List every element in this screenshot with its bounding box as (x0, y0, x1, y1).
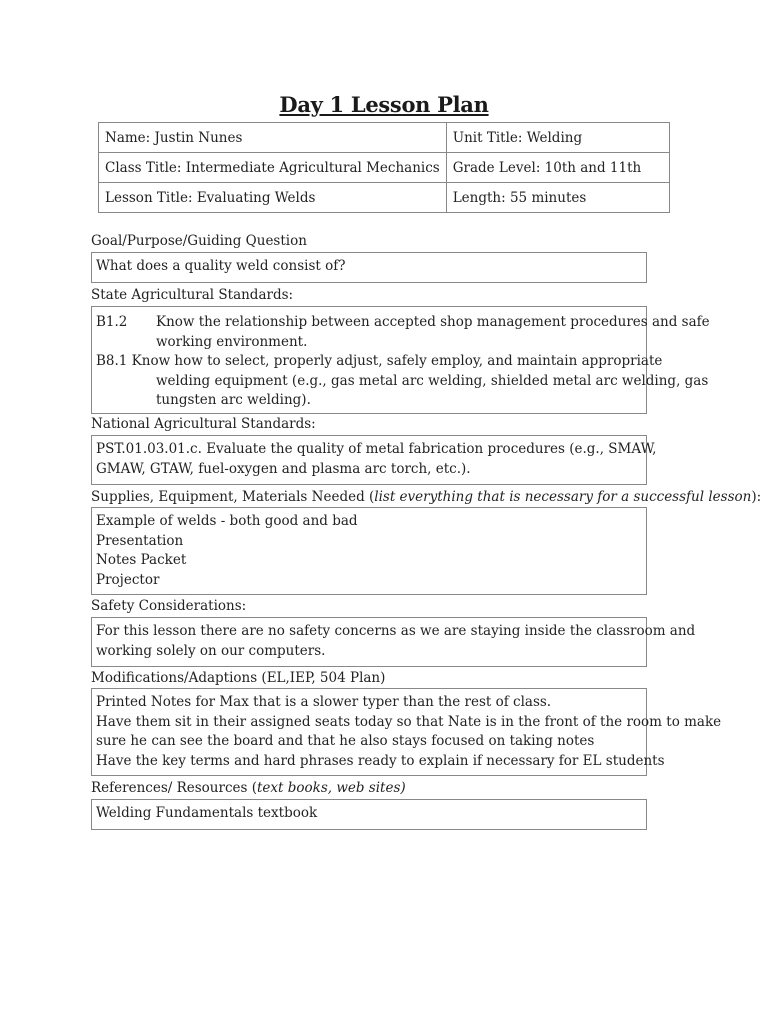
references-label (91, 780, 406, 796)
goal-text: What does a quality weld consist of? (96, 258, 346, 274)
page-title: Day 1 Lesson Plan (279, 92, 489, 117)
safety-label: Safety Considerations: (91, 598, 247, 614)
standard-text: Know the relationship between accepted shop management procedures and safe (156, 314, 710, 330)
supplies-label (91, 489, 761, 505)
standard-b12 (96, 313, 710, 333)
goal-label: Goal/Purpose/Guiding Question (91, 233, 307, 249)
national-standard-text: GMAW, GTAW, fuel-oxygen and plasma arc torch, etc.). (96, 460, 471, 477)
standard-text: tungsten arc welding). (156, 392, 311, 408)
supplies-label-hint: list everything that is necessary for a successful lesson (374, 489, 752, 505)
standard-code: B1.2 (96, 314, 128, 330)
state-standards-box (91, 306, 710, 414)
supplies-box (91, 507, 647, 595)
list-item: Notes Packet (96, 552, 187, 568)
supplies-label-text: Supplies, Equipment, Materials Needed ( (91, 489, 375, 505)
modification-text: Have the key terms and hard phrases ready to explain if necessary for EL students (96, 752, 665, 769)
unit-title-cell: Unit Title: Welding (446, 123, 669, 153)
modification-text: Have them sit in their assigned seats today so that Nate is in the front of the room to make (96, 713, 722, 730)
supplies-label-end: ): (751, 489, 762, 505)
modifications-label: Modifications/Adaptions (EL,IEP, 504 Plan) (91, 670, 386, 686)
standard-text: welding equipment (e.g., gas metal arc welding, shielded metal arc welding, gas (156, 372, 709, 389)
references-label-hint: text books, web sites) (257, 780, 406, 796)
safety-text: For this lesson there are no safety concerns as we are staying inside the classroom and (96, 623, 696, 639)
lesson-title-cell: Lesson Title: Evaluating Welds (99, 183, 447, 213)
goal-box (91, 252, 647, 283)
name-cell: Name: Justin Nunes (99, 123, 447, 153)
national-standards-box (91, 435, 657, 485)
modification-text: Printed Notes for Max that is a slower typer than the rest of class. (96, 694, 552, 710)
references-box (91, 799, 647, 830)
list-item: Presentation (96, 532, 184, 549)
list-item: Projector (96, 571, 160, 588)
safety-box (91, 617, 696, 667)
modification-text: sure he can see the board and that he also stays focused on taking notes (96, 733, 595, 749)
table-row (99, 153, 670, 183)
list-item: Example of welds - both good and bad (96, 513, 358, 529)
table-row (99, 123, 670, 153)
modifications-box (91, 688, 722, 776)
references-label-text: References/ Resources ( (91, 780, 257, 796)
state-standards-label: State Agricultural Standards: (91, 287, 294, 303)
national-standard-text: PST.01.03.01.c. Evaluate the quality of metal fabrication procedures (e.g., SMAW, (96, 441, 657, 457)
references-text: Welding Fundamentals textbook (96, 805, 318, 821)
national-standards-label: National Agricultural Standards: (91, 416, 316, 432)
grade-level-cell: Grade Level: 10th and 11th (446, 153, 669, 183)
safety-text: working solely on our computers. (96, 642, 326, 659)
class-title-cell: Class Title: Intermediate Agricultural Mechanics (99, 153, 447, 183)
table-row (99, 183, 670, 213)
standard-text: working environment. (156, 333, 308, 350)
lesson-header-table (98, 122, 670, 213)
standard-b81: B8.1 Know how to select, properly adjust, safely employ, and maintain appropriate (96, 353, 663, 369)
length-cell: Length: 55 minutes (446, 183, 669, 213)
